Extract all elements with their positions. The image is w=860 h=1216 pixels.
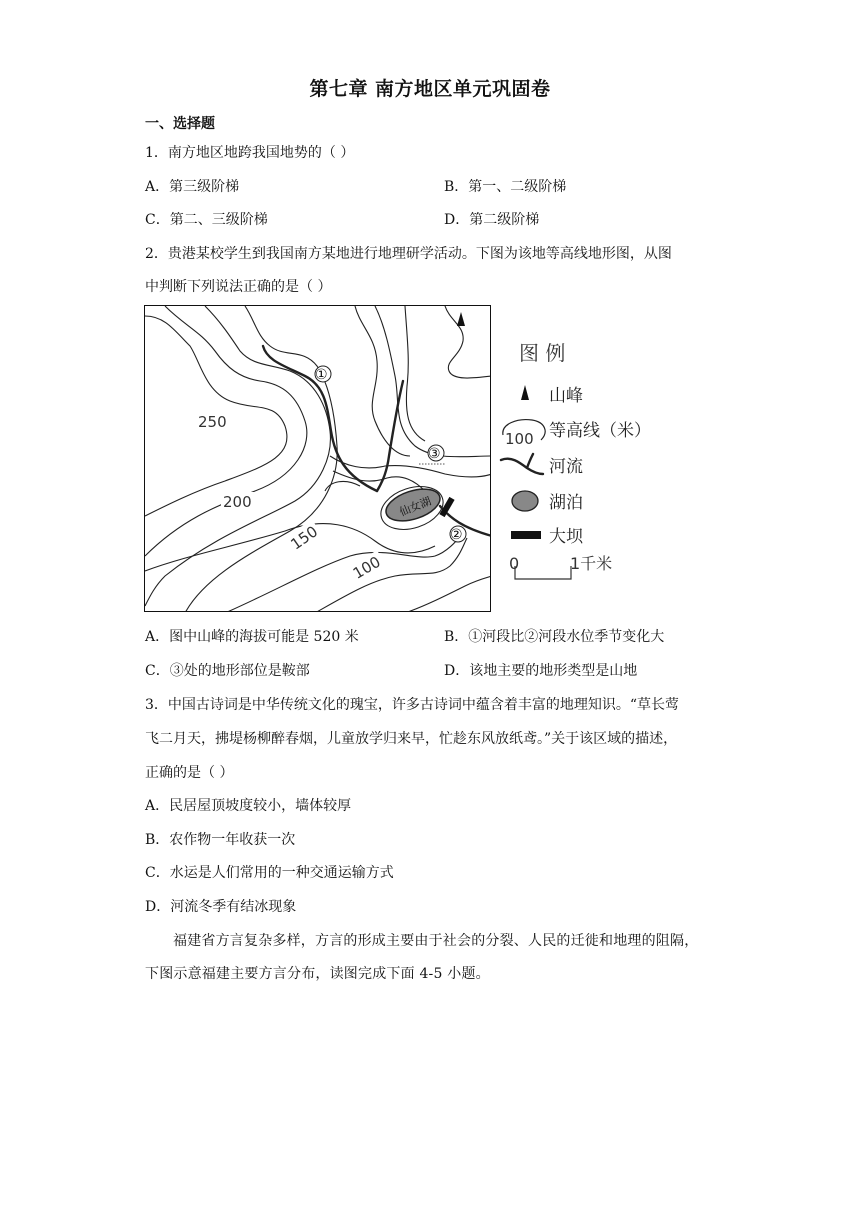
q1-option-b[interactable]: B．第一、二级阶梯 (444, 179, 567, 195)
lake-name-label: 仙女湖 (397, 494, 434, 519)
q3-stem-line3: 正确的是（ ） (145, 765, 234, 781)
marker-3: ③ (428, 446, 441, 462)
legend-title: 图 例 (519, 341, 566, 365)
q1-option-c[interactable]: C．第二、三级阶梯 (145, 212, 268, 228)
legend-scale-end: 1千米 (570, 554, 613, 573)
q1-stem: 1．南方地区地跨我国地势的（ ） (145, 145, 355, 161)
legend-dam-label: 大坝 (549, 527, 583, 547)
contour-label-250: 250 (198, 413, 227, 431)
q3-option-d[interactable]: D．河流冬季有结冰现象 (145, 899, 297, 915)
q2-stem-line2: 中判断下列说法正确的是（ ） (145, 279, 332, 295)
contour-label-100: 100 (349, 552, 384, 583)
legend-contour-sample: 100 (505, 430, 534, 448)
map-legend (497, 330, 667, 590)
marker-2: ② (450, 527, 463, 543)
section-heading: 一、选择题 (145, 116, 215, 132)
q2-option-d[interactable]: D．该地主要的地形类型是山地 (444, 663, 638, 679)
legend-scale-bar (515, 566, 571, 579)
peak-icon (457, 312, 465, 326)
q1-option-a[interactable]: A．第三级阶梯 (145, 179, 240, 195)
legend-lake-label: 湖泊 (549, 493, 583, 513)
legend-river-label: 河流 (549, 457, 583, 477)
q2-stem-line1: 2．贵港某校学生到我国南方某地进行地理研学活动。下图为该地等高线地形图，从图 (145, 246, 672, 262)
contour-label-200: 200 (223, 493, 252, 511)
q3-stem-line1: 3．中国古诗词是中华传统文化的瑰宝，许多古诗词中蕴含着丰富的地理知识。“草长莺 (145, 697, 680, 713)
legend-peak-label: 山峰 (549, 386, 583, 406)
legend-river-icon (501, 454, 543, 474)
q3-option-b[interactable]: B．农作物一年收获一次 (145, 832, 296, 848)
q1-option-d[interactable]: D．第二级阶梯 (444, 212, 540, 228)
q3-stem-line2: 飞二月天，拂堤杨柳醉春烟，儿童放学归来早，忙趁东风放纸鸢。”关于该区域的描述， (145, 731, 678, 747)
passage-line2: 下图示意福建主要方言分布，读图完成下面 4-5 小题。 (145, 966, 490, 982)
legend-lake-icon (512, 491, 538, 511)
legend-contour-label: 等高线（米） (549, 421, 651, 441)
legend-dam-icon (511, 531, 541, 539)
page-title: 第七章 南方地区单元巩固卷 (309, 78, 551, 100)
legend-scale-zero: 0 (509, 554, 520, 573)
marker-1: ① (315, 367, 328, 383)
q2-option-c[interactable]: C．③处的地形部位是鞍部 (145, 663, 310, 679)
q2-option-a[interactable]: A．图中山峰的海拔可能是 520 米 (145, 629, 359, 645)
contour-map-drawing (145, 306, 491, 612)
contour-map (144, 305, 491, 612)
q3-option-a[interactable]: A．民居屋顶坡度较小，墙体较厚 (145, 798, 352, 814)
q3-option-c[interactable]: C．水运是人们常用的一种交通运输方式 (145, 865, 394, 881)
contour-label-150: 150 (287, 522, 322, 554)
legend-peak-icon (521, 385, 529, 400)
q2-option-b[interactable]: B．①河段比②河段水位季节变化大 (444, 629, 665, 645)
passage-line1: 福建省方言复杂多样，方言的形成主要由于社会的分裂、人民的迁徙和地理的阻隔， (173, 933, 699, 949)
legend-drawing (497, 330, 667, 590)
